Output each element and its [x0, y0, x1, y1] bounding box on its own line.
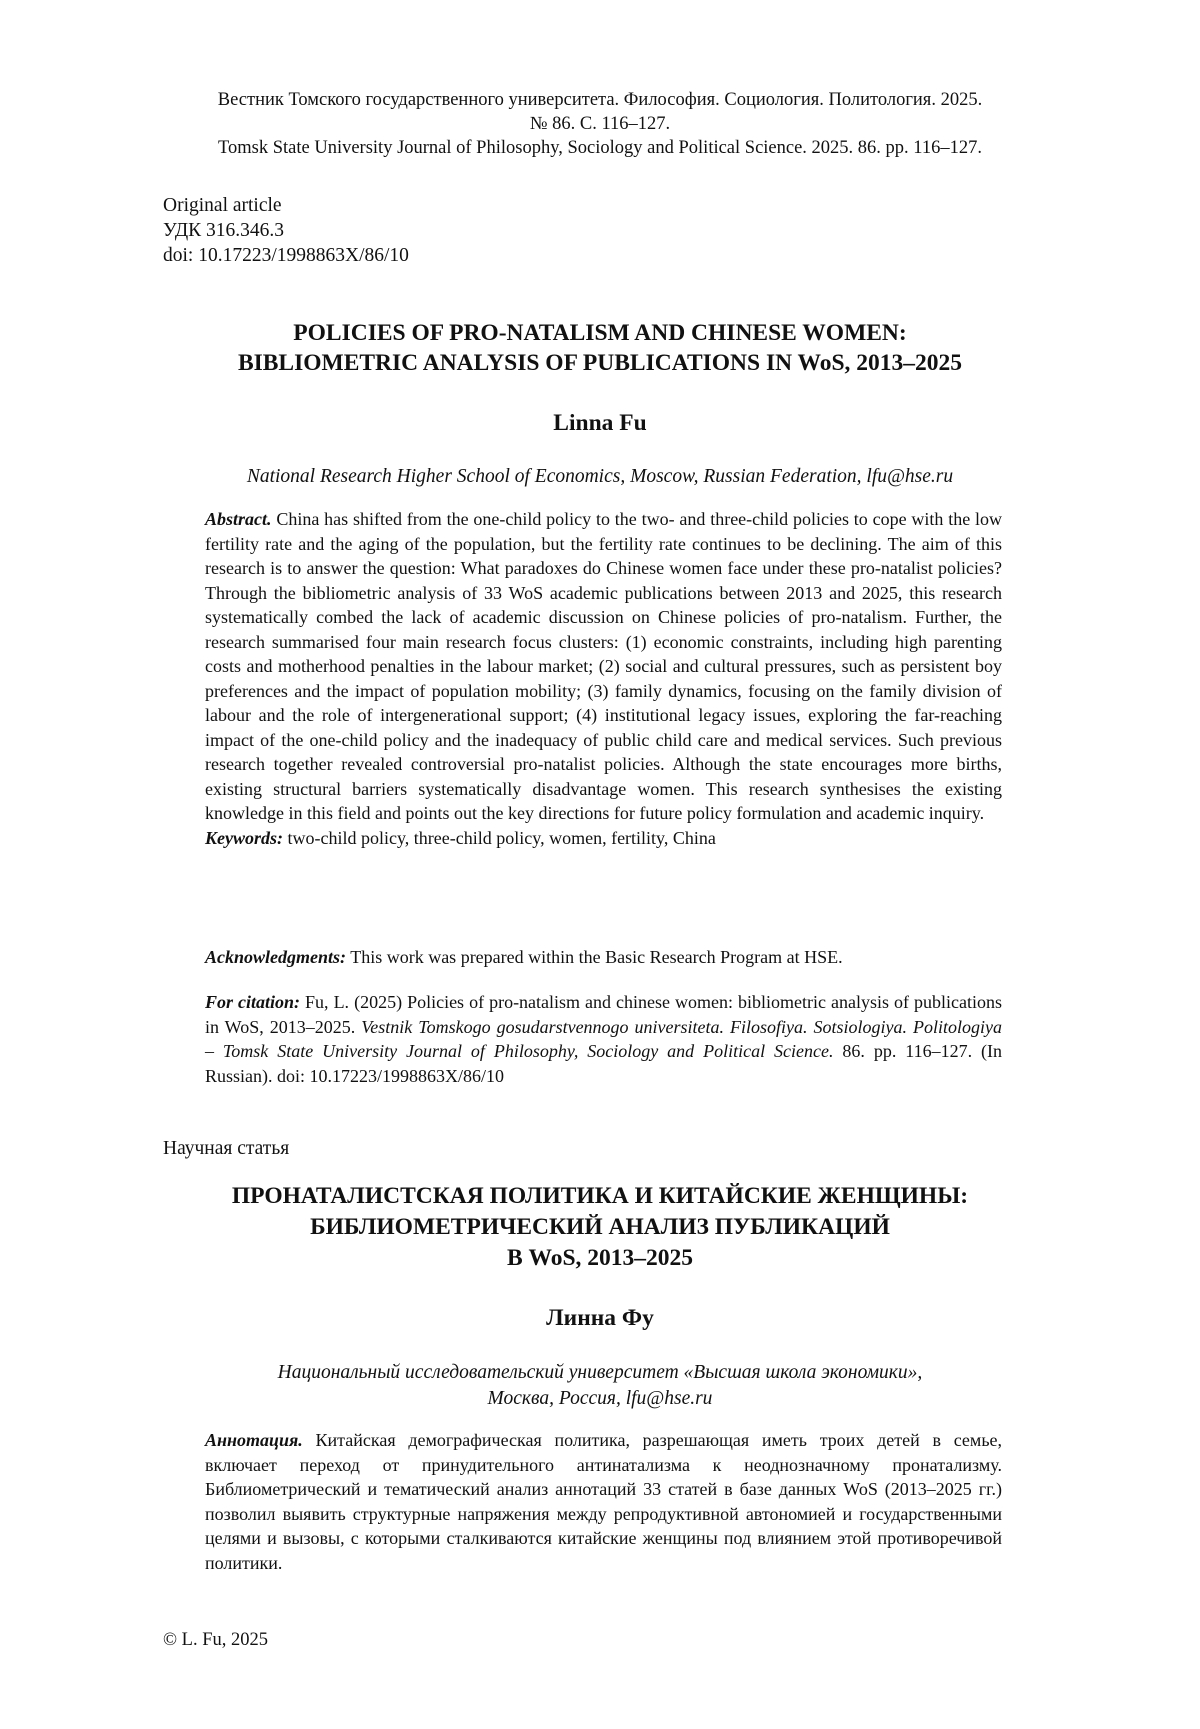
udk-code: УДК 316.346.3 [163, 220, 285, 241]
article-meta [163, 193, 409, 268]
article-type: Original article [163, 195, 282, 216]
cite-text: Fu, L. (2025) Policies of pro-natalism and chinese women: bibliometric analysis of publications in WoS, 2013–2025. [205, 992, 1003, 1037]
title-ru-line-2: БИБЛИОМЕТРИЧЕСКИЙ АНАЛИЗ ПУБЛИКАЦИЙ [310, 1214, 890, 1240]
abstract-text-en: China has shifted from the one-child policy to the two- and three-child policies to cope with the low fertility rate and the aging of the population, but the fertility rate continues to be declining. The aim of this research is to answer the question: What paradoxes do Chinese women face under these pro-natalist policies? Through the bibliometric analysis of 33 WoS academic publications between 2013 and 2025, this research systematically combed the lack of academic discussion on Chinese policies of pro-natalism. Further, the research summarised four main research focus clusters: (1) economic constraints, including high parenting costs and motherhood penalties in the labour market; (2) social and cultural pressures, such as persistent boy preferences and the impact of population mobility; (3) family dynamics, focusing on the family division of labour and the role of intergenerational support; (4) institutional legacy issues, exploring the far-reaching impact of the one-child policy and the inadequacy of public child care and medical services. Such previous research together revealed controversial pro-natalist policies. Although the state encourages more births, existing structural barriers systematically disadvantage women. This research synthesises the existing knowledge in this field and points out the key directions for future policy formulation and academic inquiry. [205, 509, 1003, 823]
abstract-ru [205, 1428, 1002, 1575]
cite-pages-doi: 86. pp. 116–127. (In Russian). doi: 10.17223/1998863X/86/10 [205, 1041, 1003, 1086]
article-title-en [100, 318, 1100, 378]
cite-label: For citation: [205, 992, 301, 1012]
article-type-ru: Научная статья [163, 1138, 290, 1159]
title-ru-line-1: ПРОНАТАЛИСТСКАЯ ПОЛИТИКА И КИТАЙСКИЕ ЖЕНЩИНЫ: [231, 1183, 969, 1209]
article-title-ru [100, 1181, 1100, 1274]
keywords-text: two-child policy, three-child policy, women, fertility, China [287, 827, 716, 848]
affiliation-ru [100, 1360, 1100, 1412]
affiliation-ru-line-2: Москва, Россия, lfu@hse.ru [487, 1388, 713, 1409]
journal-header-en: Tomsk State University Journal of Philosophy, Sociology and Political Science. 2025. 86. pp. 116–127. [218, 138, 982, 158]
abstract-en [205, 507, 1002, 850]
citation [205, 990, 1002, 1088]
copyright-footer: © L. Fu, 2025 [163, 1630, 269, 1650]
acknowledgments [205, 945, 1002, 970]
ack-label: Acknowledgments: [205, 947, 347, 967]
keywords-label: Keywords: [205, 827, 283, 848]
journal-issue-ru: № 86. С. 116–127. [529, 114, 671, 134]
abstract-label-en: Abstract. [205, 509, 272, 529]
author-name-ru: Линна Фу [546, 1305, 654, 1331]
ack-text: This work was prepared within the Basic Research Program at HSE. [350, 947, 843, 967]
title-en-line-1: POLICIES OF PRO-NATALISM AND CHINESE WOMEN: [293, 320, 907, 346]
title-en-line-2: BIBLIOMETRIC ANALYSIS OF PUBLICATIONS IN WoS, 2013–2025 [237, 350, 963, 376]
cite-journal: Vestnik Tomskogo gosudarstvennogo universiteta. Filosofiya. Sotsiologiya. Politologiya – Tomsk State University Journal of Philosophy, Sociology and Political Science. [205, 1016, 1003, 1061]
abstract-text-ru: Китайская демографическая политика, разрешающая иметь троих детей в семье, включает переход от принудительного антинатализма к неоднозначному пронатализму. Библиометрический и тематический анализ аннотаций 33 статей в базе данных WoS (2013–2025 гг.) позволил выявить структурные напряжения между репродуктивной автономией и государственными целями и вызовы, с которыми сталкиваются китайские женщины под влиянием этой противоречивой политики. [205, 1430, 1003, 1573]
affiliation-ru-line-1: Национальный исследовательский университет «Высшая школа экономики», [277, 1362, 923, 1383]
title-ru-line-3: В WoS, 2013–2025 [506, 1245, 694, 1271]
author-name-en: Linna Fu [553, 410, 647, 436]
keywords-en [205, 826, 1002, 851]
journal-header-ru: Вестник Томского государственного университета. Философия. Социология. Политология. 2025. [217, 90, 983, 110]
abstract-label-ru: Аннотация. [205, 1430, 303, 1450]
doi: doi: 10.17223/1998863X/86/10 [163, 245, 409, 266]
affiliation-en: National Research Higher School of Economics, Moscow, Russian Federation, lfu@hse.ru [246, 466, 954, 487]
journal-header [160, 88, 1040, 160]
